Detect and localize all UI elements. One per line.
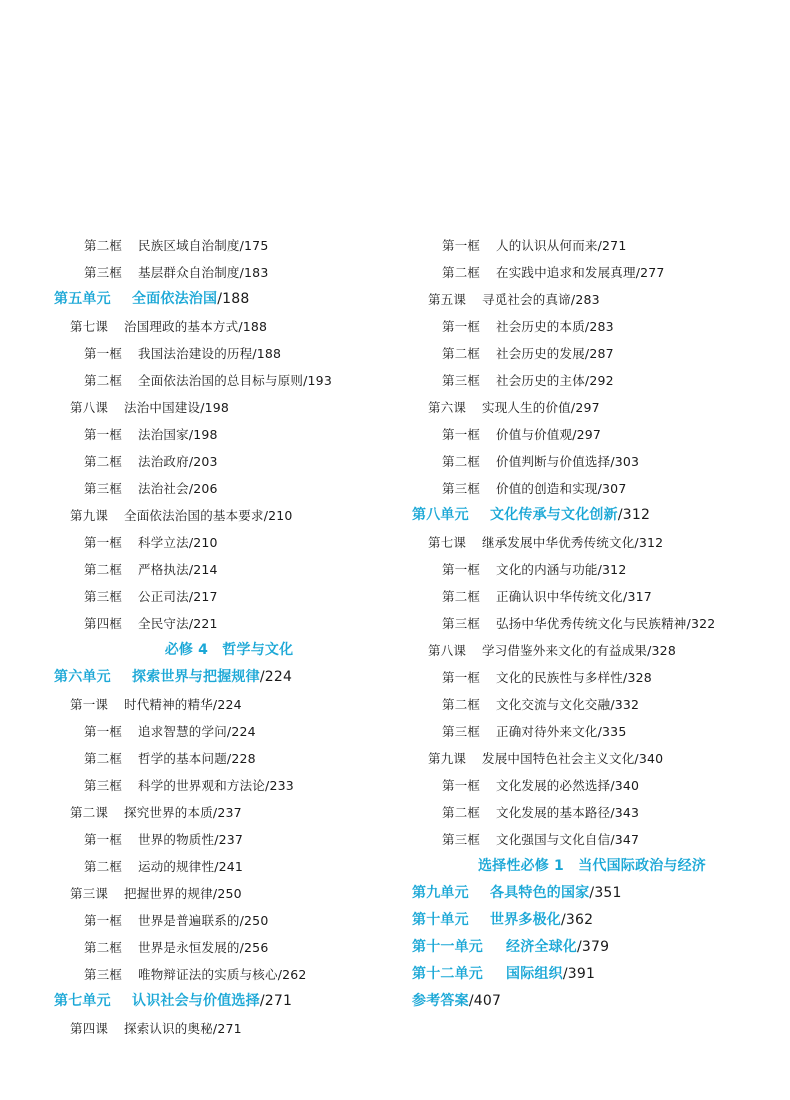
toc-lesson-entry	[54, 880, 404, 907]
frame-label: 第二框	[442, 589, 481, 604]
unit-label: 参考答案	[412, 993, 469, 1009]
toc-frame-entry	[54, 232, 404, 259]
page-number: 303	[614, 454, 640, 469]
page-separator: /	[610, 697, 615, 712]
frame-title: 价值的创造和实现	[496, 481, 598, 496]
lesson-label: 第七课	[70, 319, 109, 334]
toc-lesson-entry	[412, 745, 772, 772]
page-number: 233	[269, 778, 294, 793]
unit-title: 各具特色的国家	[490, 885, 590, 901]
page-number: 343	[614, 805, 640, 820]
lesson-label: 第七课	[428, 535, 467, 550]
toc-frame-entry	[412, 367, 772, 394]
page-number: 379	[581, 939, 610, 955]
page-separator: /	[589, 885, 595, 901]
toc-frame-entry	[54, 421, 404, 448]
page-number: 198	[204, 400, 230, 415]
toc-unit-entry	[412, 934, 772, 961]
toc-frame-entry	[412, 718, 772, 745]
page-number: 277	[640, 265, 665, 280]
frame-label: 第二框	[84, 859, 123, 874]
page-separator: /	[263, 508, 269, 523]
unit-label: 第九单元	[412, 885, 469, 901]
page-number: 221	[193, 616, 218, 631]
page-number: 241	[218, 859, 244, 874]
toc-unit-entry	[54, 664, 404, 691]
toc-book-entry	[54, 637, 404, 664]
frame-label: 第一框	[442, 562, 481, 577]
page-number: 292	[589, 373, 614, 388]
toc-frame-entry	[412, 259, 772, 286]
frame-label: 第一框	[84, 832, 123, 847]
toc-lesson-entry	[54, 502, 404, 529]
page-number: 193	[307, 373, 332, 388]
toc-frame-entry	[54, 853, 404, 880]
lesson-label: 第一课	[70, 697, 109, 712]
page-number: 210	[193, 535, 218, 550]
frame-title: 正确认识中华传统文化	[496, 589, 624, 604]
lesson-label: 第五课	[428, 292, 467, 307]
page-separator: /	[572, 427, 577, 442]
toc-right-column	[412, 232, 772, 1015]
page-number: 237	[218, 832, 244, 847]
frame-label: 第一框	[84, 535, 123, 550]
toc-frame-entry	[54, 583, 404, 610]
frame-label: 第二框	[84, 238, 123, 253]
toc-frame-entry	[412, 448, 772, 475]
page-separator: /	[610, 805, 615, 820]
page-separator: /	[265, 778, 270, 793]
frame-label: 第一框	[442, 319, 481, 334]
page-number: 203	[193, 454, 218, 469]
lesson-label: 第八课	[70, 400, 109, 415]
page-separator: /	[226, 751, 232, 766]
lesson-title: 探究世界的本质	[124, 805, 213, 820]
toc-lesson-entry	[412, 637, 772, 664]
page-separator: /	[468, 993, 474, 1009]
toc-unit-entry	[412, 880, 772, 907]
page-separator: /	[584, 373, 590, 388]
toc-frame-entry	[412, 583, 772, 610]
frame-title: 我国法治建设的历程	[138, 346, 253, 361]
frame-title: 法治国家	[138, 427, 189, 442]
page-separator: /	[214, 859, 219, 874]
page-number: 224	[231, 724, 256, 739]
page-separator: /	[634, 535, 639, 550]
frame-title: 世界是普遍联系的	[138, 913, 240, 928]
lesson-title: 探索认识的奥秘	[124, 1021, 213, 1036]
unit-title: 探索世界与把握规律	[132, 669, 260, 685]
frame-title: 科学立法	[138, 535, 189, 550]
page-number: 224	[264, 669, 293, 685]
page-separator: /	[562, 966, 568, 982]
frame-title: 法治社会	[138, 481, 189, 496]
toc-frame-entry	[54, 772, 404, 799]
toc-book-entry	[412, 853, 772, 880]
page-separator: /	[239, 265, 245, 280]
page-number: 250	[244, 913, 269, 928]
page-separator: /	[577, 939, 582, 955]
frame-title: 社会历史的主体	[496, 373, 585, 388]
page-number: 297	[576, 427, 602, 442]
frame-label: 第三框	[442, 481, 481, 496]
frame-title: 弘扬中华优秀传统文化与民族精神	[496, 616, 687, 631]
toc-frame-entry	[412, 610, 772, 637]
page-number: 228	[231, 751, 256, 766]
frame-title: 文化强国与文化自信	[496, 832, 611, 847]
frame-title: 全面依法治国的总目标与原则	[138, 373, 304, 388]
frame-label: 第三框	[84, 589, 123, 604]
frame-title: 公正司法	[138, 589, 189, 604]
toc-frame-entry	[412, 799, 772, 826]
frame-title: 追求智慧的学问	[138, 724, 227, 739]
page-separator: /	[623, 670, 628, 685]
lesson-title: 发展中国特色社会主义文化	[482, 751, 635, 766]
unit-label: 第十二单元	[412, 966, 483, 982]
frame-label: 第一框	[442, 670, 481, 685]
frame-label: 第二框	[442, 697, 481, 712]
page-separator: /	[623, 589, 628, 604]
page-separator: /	[188, 535, 194, 550]
toc-frame-entry	[412, 475, 772, 502]
frame-title: 法治政府	[138, 454, 189, 469]
page-separator: /	[597, 562, 603, 577]
page-number: 362	[565, 912, 594, 928]
toc-frame-entry	[412, 421, 772, 448]
frame-label: 第三框	[442, 724, 481, 739]
frame-label: 第三框	[84, 778, 123, 793]
frame-title: 人的认识从何而来	[496, 238, 598, 253]
page-number: 198	[193, 427, 218, 442]
frame-label: 第三框	[84, 265, 123, 280]
toc-frame-entry	[412, 691, 772, 718]
page-number: 283	[589, 319, 614, 334]
frame-label: 第二框	[84, 373, 123, 388]
toc-frame-entry	[54, 340, 404, 367]
page-number: 312	[622, 507, 651, 523]
frame-title: 唯物辩证法的实质与核心	[138, 967, 278, 982]
frame-label: 第二框	[84, 454, 123, 469]
toc-frame-entry	[412, 232, 772, 259]
page-separator: /	[570, 400, 576, 415]
toc-unit-entry	[412, 907, 772, 934]
frame-label: 第二框	[84, 562, 123, 577]
toc-lesson-entry	[54, 313, 404, 340]
page-separator: /	[597, 481, 603, 496]
page-separator: /	[584, 346, 590, 361]
page-separator: /	[277, 967, 283, 982]
page-separator: /	[561, 912, 566, 928]
toc-lesson-entry	[412, 529, 772, 556]
page-separator: /	[188, 427, 194, 442]
toc-lesson-entry	[54, 691, 404, 718]
frame-label: 第三框	[84, 481, 123, 496]
lesson-label: 第九课	[428, 751, 467, 766]
toc-frame-entry	[54, 718, 404, 745]
page-separator: /	[584, 319, 590, 334]
page-separator: /	[188, 589, 194, 604]
unit-label: 第八单元	[412, 507, 469, 523]
toc-frame-entry	[54, 961, 404, 988]
toc-lesson-entry	[412, 286, 772, 313]
frame-title: 世界的物质性	[138, 832, 215, 847]
toc-frame-entry	[412, 664, 772, 691]
toc-frame-entry	[54, 907, 404, 934]
toc-frame-entry	[54, 556, 404, 583]
page-number: 312	[602, 562, 627, 577]
toc-frame-entry	[54, 826, 404, 853]
frame-label: 第二框	[442, 805, 481, 820]
frame-label: 第一框	[84, 724, 123, 739]
page-separator: /	[200, 400, 205, 415]
toc-frame-entry	[54, 367, 404, 394]
page-separator: /	[188, 454, 194, 469]
page-separator: /	[635, 265, 641, 280]
frame-label: 第一框	[442, 427, 481, 442]
frame-title: 社会历史的发展	[496, 346, 585, 361]
page-number: 271	[602, 238, 627, 253]
lesson-title: 把握世界的规律	[124, 886, 213, 901]
page-separator: /	[214, 832, 219, 847]
page-number: 335	[602, 724, 627, 739]
page-separator: /	[570, 292, 576, 307]
page-number: 188	[242, 319, 268, 334]
page-number: 407	[473, 993, 502, 1009]
page-separator: /	[212, 697, 218, 712]
lesson-label: 第二课	[70, 805, 109, 820]
toc-frame-entry	[54, 448, 404, 475]
unit-label: 第十单元	[412, 912, 469, 928]
unit-label: 第十一单元	[412, 939, 483, 955]
page-number: 262	[282, 967, 307, 982]
lesson-label: 第四课	[70, 1021, 109, 1036]
page-number: 183	[244, 265, 269, 280]
page-separator: /	[610, 454, 615, 469]
frame-title: 世界是永恒发展的	[138, 940, 240, 955]
book-heading: 选择性必修 1 当代国际政治与经济	[477, 858, 706, 874]
page-separator: /	[226, 724, 232, 739]
frame-label: 第二框	[442, 265, 481, 280]
toc-frame-entry	[54, 475, 404, 502]
page-separator: /	[212, 805, 218, 820]
page-number: 271	[264, 993, 293, 1009]
page-separator: /	[252, 346, 257, 361]
page-number: 188	[222, 291, 250, 307]
page-separator: /	[212, 886, 218, 901]
lesson-label: 第九课	[70, 508, 109, 523]
toc-lesson-entry	[54, 394, 404, 421]
page-separator: /	[188, 562, 194, 577]
frame-label: 第一框	[84, 913, 123, 928]
toc-frame-entry	[412, 313, 772, 340]
page-number: 307	[602, 481, 627, 496]
page-number: 340	[638, 751, 664, 766]
frame-title: 哲学的基本问题	[138, 751, 227, 766]
page-number: 287	[589, 346, 614, 361]
toc-frame-entry	[412, 826, 772, 853]
toc-frame-entry	[54, 610, 404, 637]
page-number: 256	[244, 940, 269, 955]
toc-frame-entry	[412, 340, 772, 367]
unit-label: 第五单元	[54, 291, 111, 307]
lesson-title: 继承发展中华优秀传统文化	[482, 535, 635, 550]
frame-title: 正确对待外来文化	[496, 724, 598, 739]
toc-frame-entry	[54, 745, 404, 772]
lesson-title: 学习借鉴外来文化的有益成果	[482, 643, 648, 658]
page-number: 391	[567, 966, 596, 982]
page-separator: /	[610, 778, 615, 793]
page-separator: /	[597, 724, 603, 739]
unit-label: 第七单元	[54, 993, 111, 1009]
frame-label: 第二框	[442, 454, 481, 469]
unit-title: 国际组织	[506, 966, 563, 982]
frame-title: 价值与价值观	[496, 427, 573, 442]
page-separator: /	[212, 1021, 218, 1036]
page-number: 328	[651, 643, 676, 658]
lesson-label: 第六课	[428, 400, 467, 415]
page-number: 175	[244, 238, 269, 253]
frame-label: 第二框	[84, 940, 123, 955]
lesson-title: 治国理政的基本方式	[124, 319, 239, 334]
unit-title: 全面依法治国	[132, 291, 218, 307]
page-number: 322	[690, 616, 716, 631]
page-number: 224	[217, 697, 242, 712]
frame-title: 社会历史的本质	[496, 319, 585, 334]
lesson-title: 全面依法治国的基本要求	[124, 508, 264, 523]
page-separator: /	[597, 238, 603, 253]
page-number: 312	[638, 535, 664, 550]
frame-label: 第三框	[84, 967, 123, 982]
frame-label: 第一框	[442, 238, 481, 253]
frame-label: 第四框	[84, 616, 123, 631]
unit-title: 文化传承与文化创新	[490, 507, 618, 523]
frame-title: 科学的世界观和方法论	[138, 778, 266, 793]
page-separator: /	[239, 238, 245, 253]
toc-frame-entry	[54, 259, 404, 286]
lesson-label: 第三课	[70, 886, 109, 901]
lesson-title: 法治中国建设	[124, 400, 201, 415]
frame-title: 文化交流与文化交融	[496, 697, 611, 712]
frame-label: 第一框	[84, 346, 123, 361]
toc-unit-entry	[412, 961, 772, 988]
toc-frame-entry	[412, 772, 772, 799]
toc-unit-entry	[412, 502, 772, 529]
page-number: 210	[268, 508, 293, 523]
book-heading: 必修 4 哲学与文化	[164, 642, 294, 658]
frame-label: 第三框	[442, 832, 481, 847]
page-number: 237	[217, 805, 242, 820]
toc-unit-entry	[412, 988, 772, 1015]
page-separator: /	[188, 481, 194, 496]
toc-unit-entry	[54, 988, 404, 1015]
frame-title: 运动的规律性	[138, 859, 215, 874]
toc-frame-entry	[412, 556, 772, 583]
frame-label: 第二框	[442, 346, 481, 361]
page-number: 217	[193, 589, 218, 604]
frame-title: 文化发展的必然选择	[496, 778, 611, 793]
unit-title: 世界多极化	[490, 912, 561, 928]
page-separator: /	[259, 669, 265, 685]
page-number: 188	[256, 346, 282, 361]
frame-title: 基层群众自治制度	[138, 265, 240, 280]
page-separator: /	[303, 373, 308, 388]
page-separator: /	[686, 616, 691, 631]
page-number: 271	[217, 1021, 242, 1036]
frame-label: 第二框	[84, 751, 123, 766]
frame-title: 严格执法	[138, 562, 189, 577]
toc-lesson-entry	[54, 799, 404, 826]
frame-title: 价值判断与价值选择	[496, 454, 611, 469]
unit-title: 经济全球化	[506, 939, 577, 955]
page-number: 297	[575, 400, 600, 415]
unit-label: 第六单元	[54, 669, 111, 685]
page-number: 317	[627, 589, 652, 604]
toc-lesson-entry	[412, 394, 772, 421]
toc-frame-entry	[54, 934, 404, 961]
frame-title: 文化发展的基本路径	[496, 805, 611, 820]
page-number: 340	[614, 778, 640, 793]
frame-title: 文化的民族性与多样性	[496, 670, 624, 685]
page-separator: /	[259, 993, 265, 1009]
frame-title: 在实践中追求和发展真理	[496, 265, 636, 280]
unit-title: 认识社会与价值选择	[132, 993, 260, 1009]
frame-title: 文化的内涵与功能	[496, 562, 598, 577]
page-number: 351	[594, 885, 622, 901]
toc-frame-entry	[54, 529, 404, 556]
page-separator: /	[617, 507, 623, 523]
page-separator: /	[217, 291, 223, 307]
page-separator: /	[610, 832, 615, 847]
page-separator: /	[634, 751, 639, 766]
page-number: 328	[627, 670, 652, 685]
page-number: 347	[614, 832, 640, 847]
page-separator: /	[188, 616, 194, 631]
frame-title: 民族区域自治制度	[138, 238, 240, 253]
toc-unit-entry	[54, 286, 404, 313]
page-number: 332	[614, 697, 640, 712]
toc-left-column	[54, 232, 404, 1042]
lesson-title: 寻觅社会的真谛	[482, 292, 571, 307]
lesson-title: 时代精神的精华	[124, 697, 213, 712]
lesson-label: 第八课	[428, 643, 467, 658]
page-separator: /	[239, 913, 245, 928]
page-number: 250	[217, 886, 242, 901]
page-separator: /	[238, 319, 243, 334]
page-number: 206	[193, 481, 218, 496]
toc-lesson-entry	[54, 1015, 404, 1042]
page-separator: /	[239, 940, 245, 955]
frame-label: 第一框	[442, 778, 481, 793]
frame-label: 第一框	[84, 427, 123, 442]
page-number: 283	[575, 292, 600, 307]
page-separator: /	[647, 643, 652, 658]
frame-label: 第三框	[442, 616, 481, 631]
frame-label: 第三框	[442, 373, 481, 388]
page-number: 214	[193, 562, 218, 577]
frame-title: 全民守法	[138, 616, 189, 631]
lesson-title: 实现人生的价值	[482, 400, 571, 415]
